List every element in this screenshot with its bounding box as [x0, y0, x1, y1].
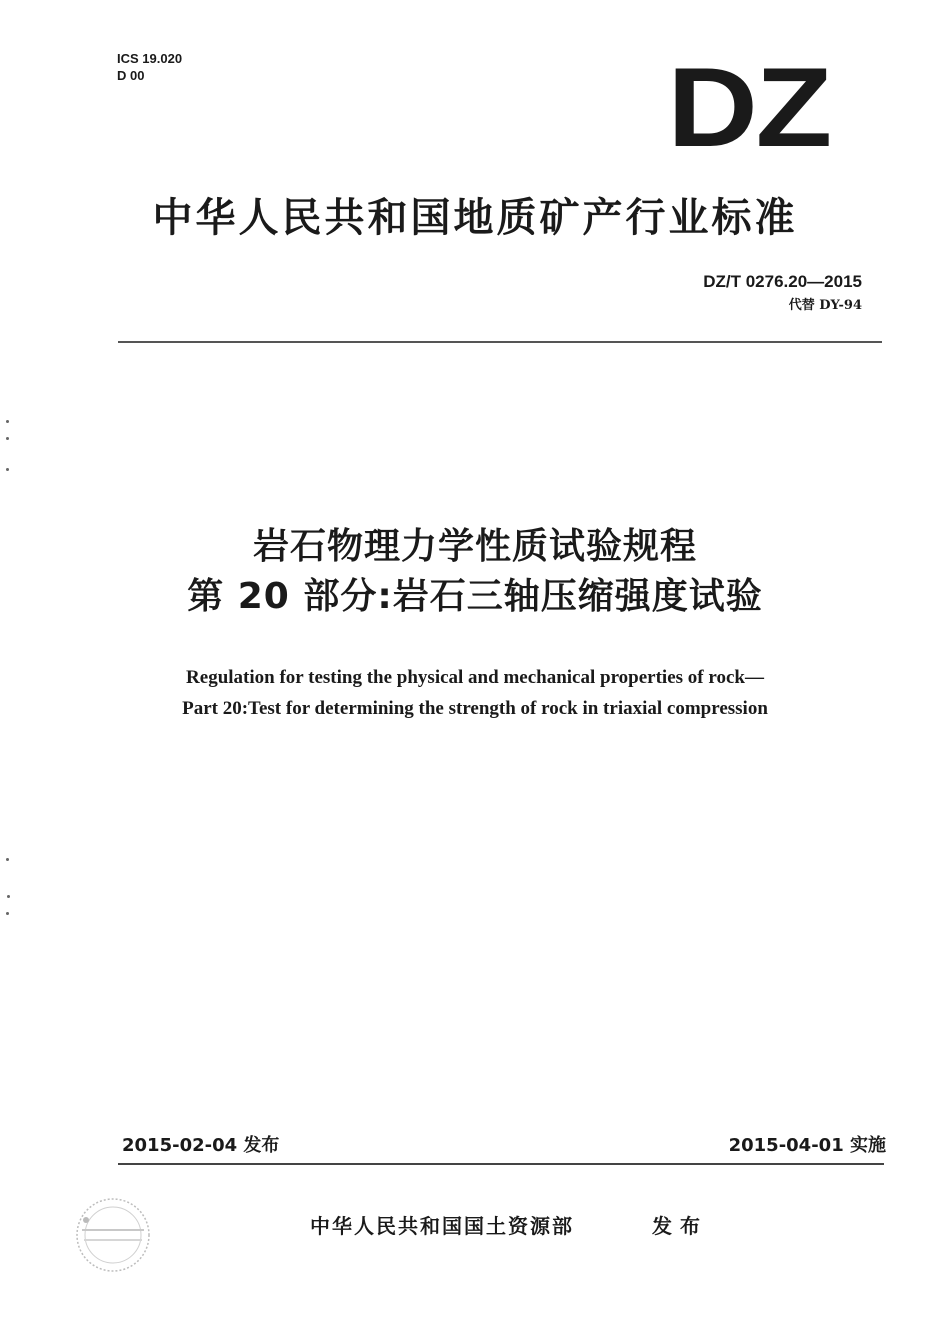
issue-date: 2015-02-04 发布 — [122, 1135, 280, 1156]
ics-code: ICS 19.020 — [117, 51, 183, 66]
ics-classification — [117, 50, 182, 84]
english-title-line2: Part 20:Test for determining the strength of rock in triaxial compression — [182, 698, 768, 719]
english-title — [0, 662, 950, 724]
ccs-code: D 00 — [117, 68, 145, 83]
top-divider — [118, 341, 882, 343]
margin-mark — [6, 858, 9, 861]
publish-label: 发布 — [652, 1214, 708, 1238]
publisher-name: 中华人民共和国国土资源部 — [310, 1214, 574, 1238]
standard-code-block — [703, 272, 862, 313]
replaces-note: 代替 DY-94 — [788, 298, 862, 313]
chinese-title-line2: 第 20 部分:岩石三轴压缩强度试验 — [187, 576, 763, 617]
standard-code: DZ/T 0276.20—2015 — [703, 272, 862, 291]
margin-mark — [6, 420, 9, 423]
seal-stamp-icon — [68, 1190, 158, 1280]
dz-logo: DZ — [667, 45, 830, 170]
margin-mark — [6, 912, 9, 915]
standard-category-title: 中华人民共和国地质矿产行业标准 — [152, 195, 798, 241]
margin-mark — [6, 437, 9, 440]
english-title-line1: Regulation for testing the physical and mechanical properties of rock— — [186, 667, 764, 688]
chinese-title — [0, 522, 950, 622]
chinese-title-line1: 岩石物理力学性质试验规程 — [252, 526, 697, 567]
margin-mark — [7, 895, 10, 898]
bottom-divider — [118, 1163, 884, 1165]
margin-mark — [6, 468, 9, 471]
implementation-date: 2015-04-01 实施 — [728, 1135, 886, 1156]
